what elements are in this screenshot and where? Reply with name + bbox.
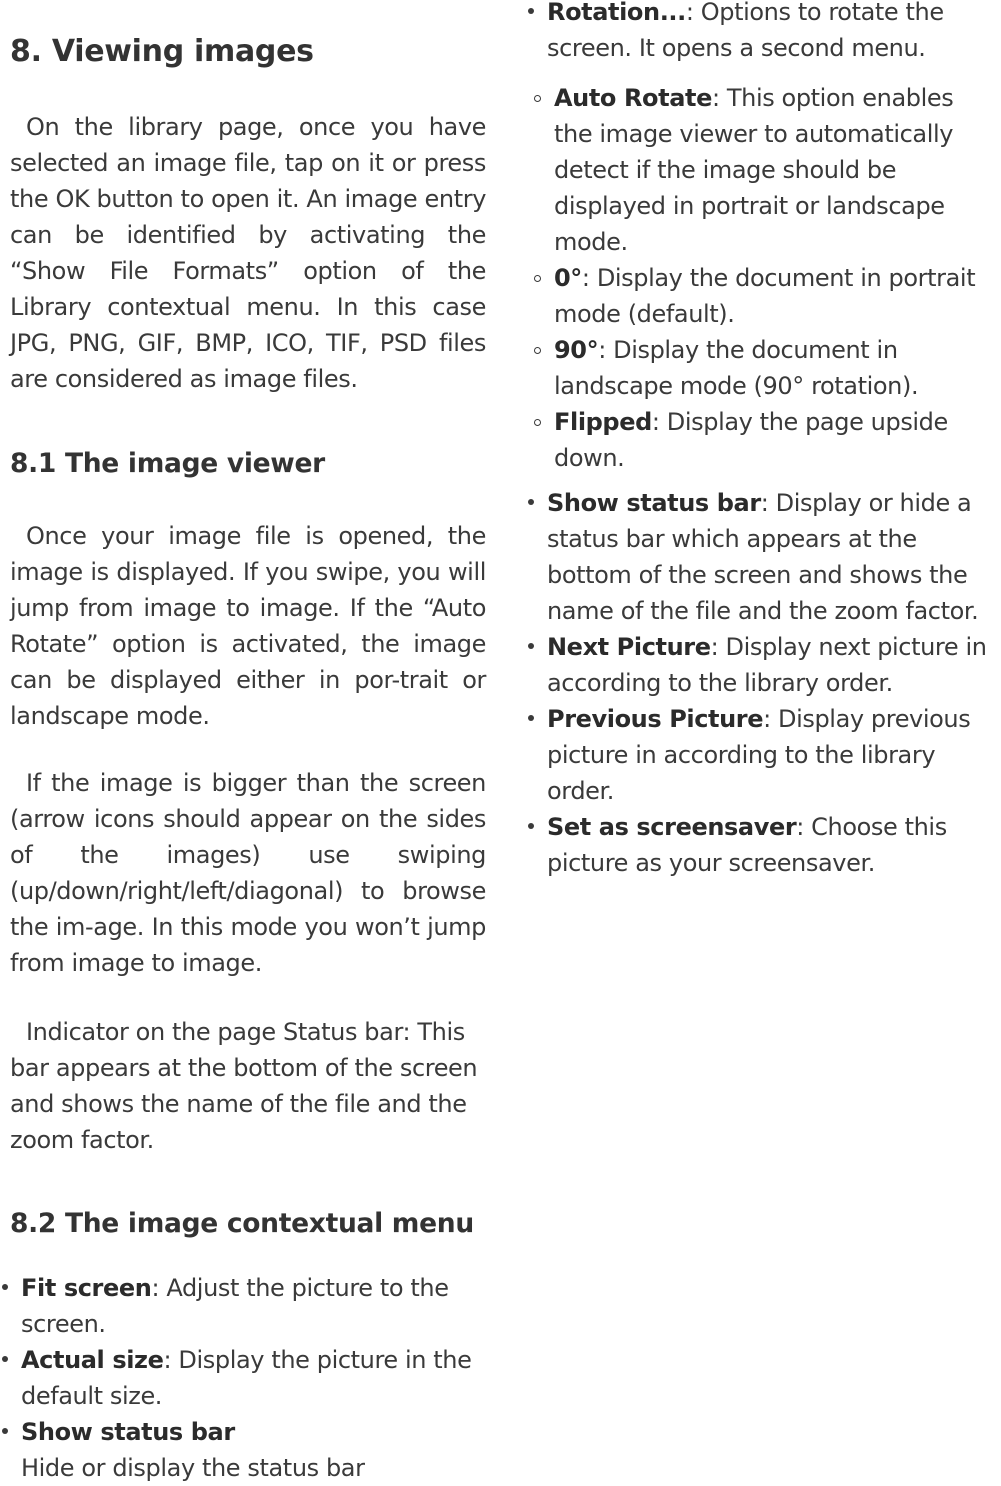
item-term: 0° <box>554 264 582 292</box>
bullet-dot-icon <box>2 1270 16 1306</box>
item-desc: : Display the page upside down. <box>554 408 948 472</box>
list-item: Actual size: Display the picture in the default size. <box>2 1342 472 1414</box>
item-desc: : Display the document in landscape mode (90° rotation). <box>554 336 919 400</box>
list-item <box>528 404 978 476</box>
item-desc: Adjust the picture to the screen. <box>21 1274 449 1338</box>
item-term: Set as screensaver <box>547 813 797 841</box>
list-item <box>528 701 1001 809</box>
bullet-dot-icon <box>528 809 542 845</box>
bullet-ring-icon <box>534 347 541 354</box>
item-term: Show status bar <box>21 1418 235 1446</box>
rotation-submenu-list <box>528 80 978 476</box>
list-item: Rotation...: Options to rotate the screen. It opens a second menu. <box>528 0 958 66</box>
bullet-dot-icon <box>2 1414 16 1450</box>
bullet-dot-icon <box>528 485 542 521</box>
list-item <box>2 1414 472 1486</box>
list-item <box>528 80 978 260</box>
list-item <box>528 629 1001 701</box>
item-desc: : Display next picture in according to the library order. <box>547 633 987 697</box>
section-8-intro: On the library page, once you have selected an image file, tap on it or press the OK button to open it. An image entry can be identified by activating the “Show File Formats” option of the Library contextual menu. In this case JPG, PNG, GIF, BMP, ICO, TIF, PSD files are considered as image files. <box>10 113 486 393</box>
item-desc: : Choose this picture as your screensaver. <box>547 813 947 877</box>
item-desc: Options to rotate the screen. It opens a second menu. <box>547 0 944 62</box>
item-term: Previous Picture <box>547 705 764 733</box>
section-8-title: 8. Viewing images <box>10 34 314 69</box>
item-term: 90° <box>554 336 599 364</box>
list-item <box>528 485 1001 629</box>
list-item: Fit screen: Adjust the picture to the screen. <box>2 1270 472 1342</box>
viewer-paragraph-1: Once your image file is opened, the image is displayed. If you swipe, you will jump from image to image. If the “Auto Rotate” option is activated, the image can be displayed either in por-trait or landscape mode. <box>10 522 486 730</box>
rotation-item <box>528 0 958 66</box>
section-8-1-title: 8.1 The image viewer <box>10 448 325 479</box>
bullet-dot-icon <box>528 0 542 30</box>
list-item <box>528 809 1001 881</box>
item-desc: : Display the document in portrait mode (default). <box>554 264 976 328</box>
context-menu-list-left <box>2 1270 472 1486</box>
bullet-dot-icon <box>528 629 542 665</box>
item-term: Flipped <box>554 408 652 436</box>
item-desc: : Display previous picture in according to the library order. <box>547 705 971 805</box>
viewer-paragraph-3: Indicator on the page Status bar: This bar appears at the bottom of the screen and shows the name of the file and the zoom factor. <box>10 1018 478 1154</box>
section-8-2-title: 8.2 The image contextual menu <box>10 1208 474 1239</box>
item-desc: Hide or display the status bar <box>21 1454 365 1482</box>
item-term: Next Picture <box>547 633 711 661</box>
item-term: Rotation... <box>547 0 686 26</box>
item-term: Fit screen <box>21 1274 152 1302</box>
viewer-paragraph-2: If the image is bigger than the screen (arrow icons should appear on the sides of the images) use swiping (up/down/right/left/diagonal) to browse the im-age. In this mode you won’t jump from image to image. <box>10 769 486 977</box>
item-term: Actual size <box>21 1346 164 1374</box>
item-desc: : Display or hide a status bar which appears at the bottom of the screen and shows the name of the file and the zoom factor. <box>547 489 979 625</box>
list-item <box>528 260 978 332</box>
bullet-ring-icon <box>534 275 541 282</box>
bullet-ring-icon <box>534 95 541 102</box>
item-term: Show status bar <box>547 489 761 517</box>
item-desc: Display the picture in the default size. <box>21 1346 472 1410</box>
item-desc: : This option enables the image viewer to automatically detect if the image should be displayed in portrait or landscape mode. <box>554 84 954 256</box>
bullet-dot-icon <box>2 1342 16 1378</box>
bullet-dot-icon <box>528 701 542 737</box>
list-item <box>528 332 978 404</box>
bullet-ring-icon <box>534 419 541 426</box>
context-menu-list-right <box>528 485 1001 881</box>
item-term: Auto Rotate <box>554 84 712 112</box>
